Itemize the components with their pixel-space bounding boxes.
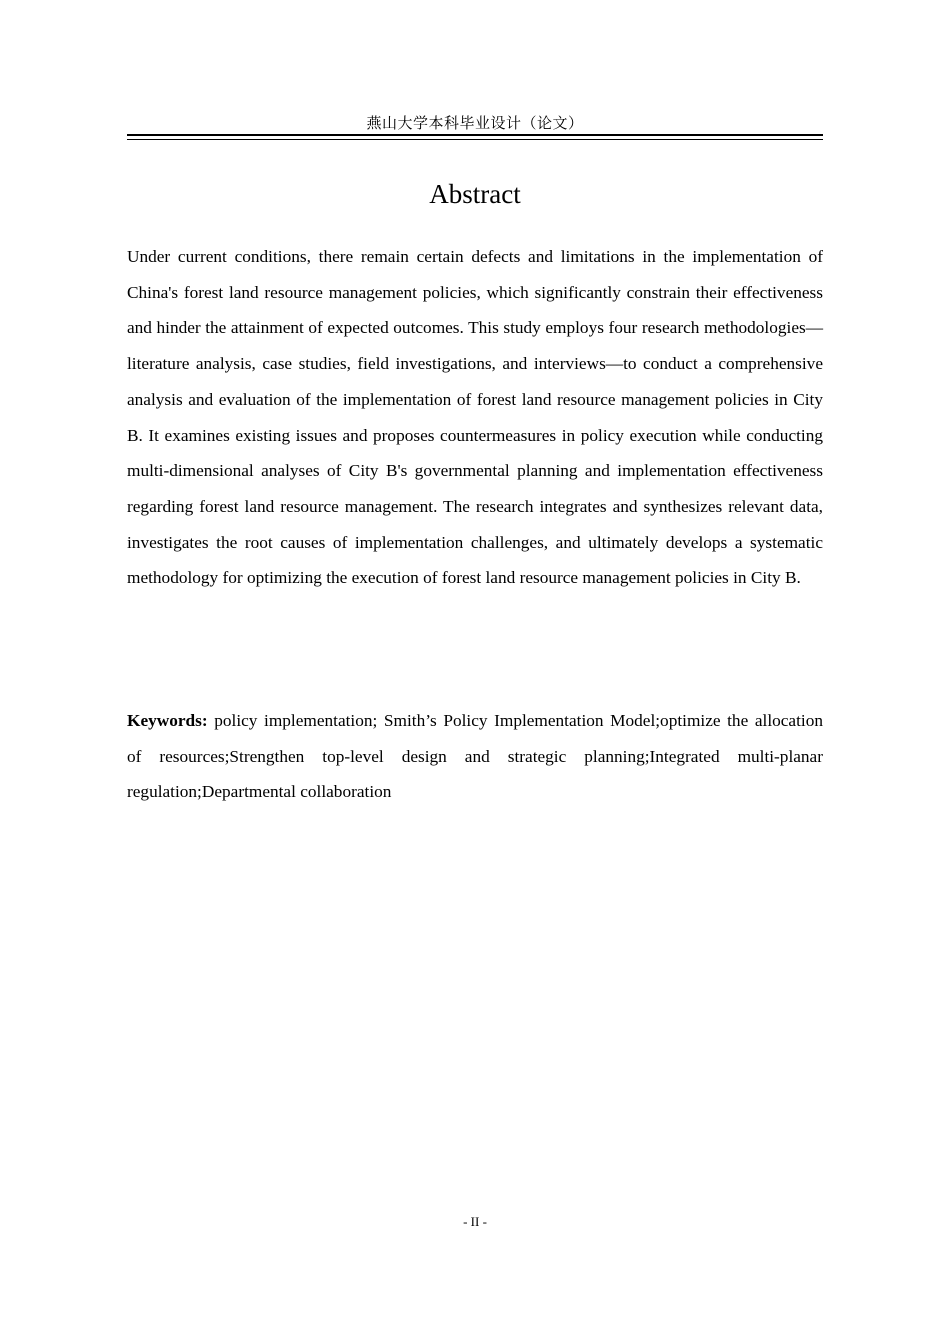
header-rule-thin xyxy=(127,139,823,140)
header-rule-thick xyxy=(127,134,823,136)
keywords-text: policy implementation; Smith’s Policy Implementation Model;optimize the allocation of resources;Strengthen top-level design and strategic planning;Integrated multi-planar regulation;Departmental collaboration xyxy=(127,711,823,802)
keywords-label: Keywords: xyxy=(127,711,208,730)
abstract-body: Under current conditions, there remain certain defects and limitations in the implementation of China's forest land resource management policies, which significantly constrain their effectiveness and hinder the attainment of expected outcomes. This study employs four research methodologies—literature analysis, case studies, field investigations, and interviews—to conduct a comprehensive analysis and evaluation of the implementation of forest land resource management policies in City B. It examines existing issues and proposes countermeasures in policy execution while conducting multi-dimensional analyses of City B's governmental planning and implementation effectiveness regarding forest land resource management. The research integrates and synthesizes relevant data, investigates the root causes of implementation challenges, and ultimately develops a systematic methodology for optimizing the execution of forest land resource management policies in City B. xyxy=(127,247,823,588)
page-number: - II - xyxy=(463,1214,487,1229)
running-header: 燕山大学本科毕业设计（论文） xyxy=(366,116,584,132)
abstract-title: Abstract xyxy=(429,179,521,209)
keywords-paragraph xyxy=(127,703,823,810)
